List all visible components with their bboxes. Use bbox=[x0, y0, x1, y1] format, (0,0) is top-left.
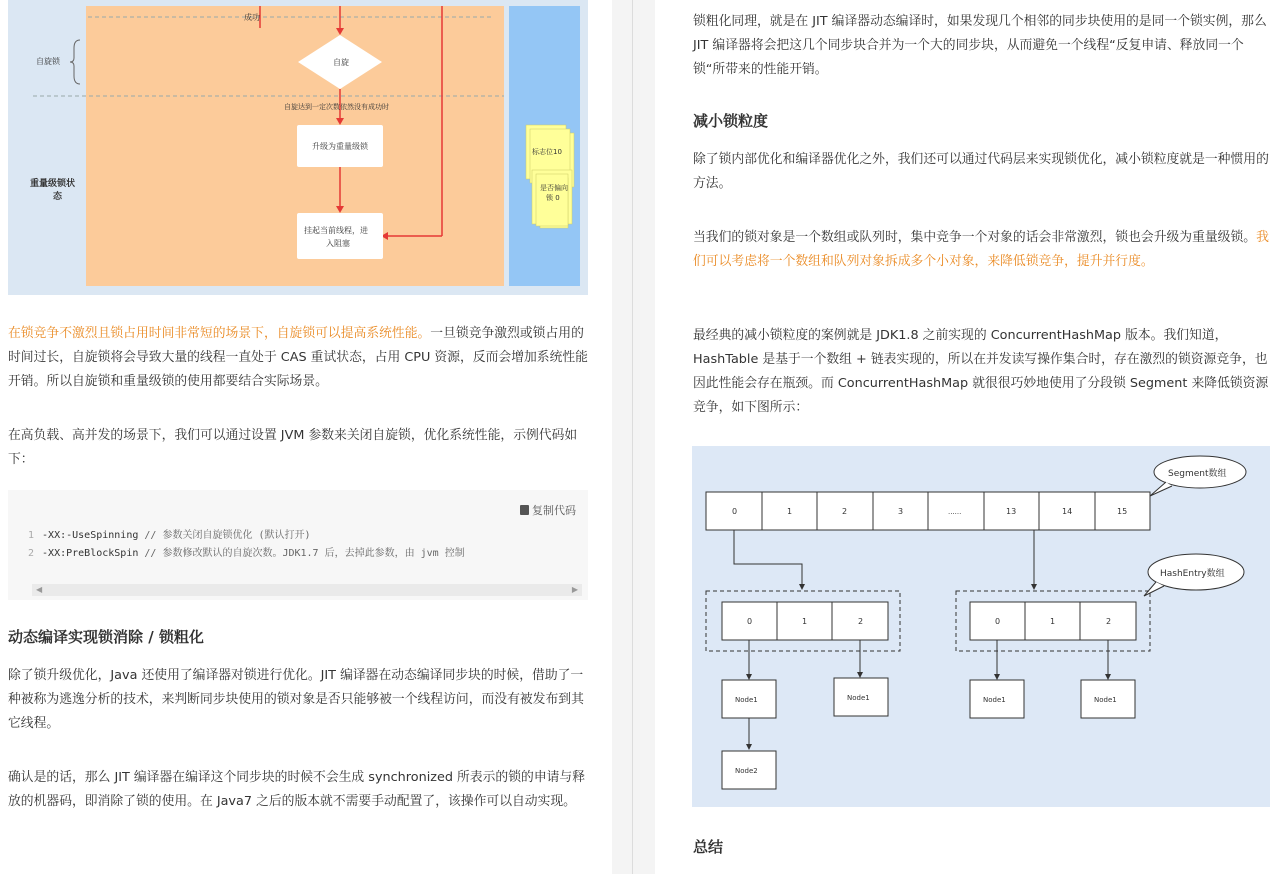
right-column bbox=[655, 0, 1277, 874]
segment-cell: 15 bbox=[1117, 507, 1128, 516]
copy-icon bbox=[520, 505, 529, 515]
entry-cell: 0 bbox=[995, 617, 1001, 626]
code-line: 2 -XX:PreBlockSpin // 参数修改默认的自旋次数。JDK1.7 后，去掉此参数，由 jvm 控制 bbox=[28, 548, 465, 559]
node-label: Node1 bbox=[847, 694, 870, 702]
code-line: 1 -XX:-UseSpinning // 参数关闭自旋锁优化 (默认打开) bbox=[28, 530, 311, 541]
entry-cell: 2 bbox=[1106, 617, 1112, 626]
copy-code-label: 复制代码 bbox=[532, 504, 576, 517]
paragraph-reduce-granularity: 除了锁内部优化和编译器优化之外，我们还可以通过代码层来实现锁优化，减小锁粒度就是一种惯用的方法。 bbox=[693, 152, 1269, 191]
segment-cell: 3 bbox=[898, 507, 904, 516]
label-spin-lock: 自旋锁 bbox=[36, 57, 60, 66]
text-spin-perf: 一旦锁竞争激烈或锁占用的时间过长，自旋锁将会导致大量的线程一直处于 CAS 重试状态，占用 CPU 资源，反而会增加系统性能开销。所以自旋锁和重量级锁的使用都要结合实际场景。 bbox=[8, 326, 588, 389]
node-label: Node1 bbox=[983, 696, 1006, 704]
suspend-box bbox=[297, 213, 383, 259]
segment-cell: 0 bbox=[732, 507, 738, 516]
highlight-split-objects: 我们可以考虑将一个数组和队列对象拆成多个小对象，来降低锁竞争，提升并行度。 bbox=[693, 230, 1269, 269]
hashentry-array-right bbox=[970, 602, 1136, 640]
entry-cell: 1 bbox=[802, 617, 808, 626]
entry-cell: 2 bbox=[858, 617, 864, 626]
scroll-left-icon[interactable]: ◀ bbox=[36, 585, 43, 594]
segment-cell: ...... bbox=[948, 508, 962, 516]
segment-cell: 2 bbox=[842, 507, 848, 516]
hashentry-callout-label: HashEntry数组 bbox=[1160, 569, 1225, 579]
node-label: Node1 bbox=[1094, 696, 1117, 704]
highlight-spin-perf: 在锁竞争不激烈且锁占用时间非常短的场景下，自旋锁可以提高系统性能。 bbox=[8, 326, 431, 341]
heading-reduce-granularity: 减小锁粒度 bbox=[693, 112, 769, 130]
scroll-right-icon[interactable]: ▶ bbox=[571, 585, 578, 594]
lock-upgrade-diagram bbox=[0, 0, 612, 300]
entry-cell: 0 bbox=[747, 617, 753, 626]
label-note-flag: 标志位10 bbox=[532, 148, 562, 156]
segment-array bbox=[706, 492, 1150, 530]
paragraph-jit-escape: 除了锁升级优化，Java 还使用了编译器对锁进行优化。JIT 编译器在动态编译同步块的时候，借助了一种被称为逃逸分析的技术，来判断同步块使用的锁对象是否只能够被一个线程访问，而没有被发布到其它线程。 bbox=[8, 668, 584, 731]
paragraph-split-objects: 当我们的锁对象是一个数组或队列时，集中竞争一个对象的话会非常激烈，锁也会升级为重量级锁。我们可以考虑将一个数组和队列对象拆成多个小对象，来降低锁竞争，提升并行度。 bbox=[693, 230, 1269, 269]
label-suspend-1: 挂起当前线程，进 bbox=[304, 226, 368, 235]
paragraph-concurrenthashmap: 最经典的减小锁粒度的案例就是 JDK1.8 之前实现的 ConcurrentHashMap 版本。我们知道，HashTable 是基于一个数组 + 链表实现的，所以在并发读写操作集合时，存在激烈的锁资源竞争，也因此性能会存在瓶颈。而 ConcurrentHashMap 就很很巧妙地使用了分段锁 Segment 来降低锁资源竞争，如下图所示： bbox=[693, 328, 1269, 415]
label-suspend-2: 入阻塞 bbox=[326, 239, 350, 248]
label-success: 成功 bbox=[244, 13, 260, 22]
label-spin-fail: 自旋达到一定次数依然没有成功时 bbox=[284, 103, 389, 111]
hashentry-array-left bbox=[722, 602, 888, 640]
node-label: Node1 bbox=[735, 696, 758, 704]
paragraph-lock-coarsening: 锁粗化同理，就是在 JIT 编译器动态编译时，如果发现几个相邻的同步块使用的是同一个锁实例，那么 JIT 编译器将会把这几个同步块合并为一个大的同步块，从而避免一个线程“反复申请、释放同一个锁“所带来的性能开销。 bbox=[693, 14, 1267, 77]
label-spin: 自旋 bbox=[333, 58, 349, 67]
label-heavy-state-1: 重量级锁状 bbox=[30, 179, 76, 189]
label-heavy-state-2: 态 bbox=[53, 192, 63, 202]
page-gutter bbox=[612, 0, 655, 874]
label-note-bias-1: 是否偏向 bbox=[540, 184, 568, 192]
paragraph-spin-perf bbox=[8, 322, 592, 394]
paragraph-jvm-param: 在高负载、高并发的场景下，我们可以通过设置 JVM 参数来关闭自旋锁，优化系统性能，示例代码如下： bbox=[8, 428, 578, 467]
code-scrollbar[interactable] bbox=[32, 584, 582, 596]
code-block bbox=[8, 490, 588, 600]
segment-diagram bbox=[692, 446, 1272, 816]
node-label: Node2 bbox=[735, 767, 758, 775]
left-column bbox=[0, 0, 612, 874]
label-upgrade: 升级为重量级锁 bbox=[312, 142, 368, 151]
segment-callout-label: Segment数组 bbox=[1168, 469, 1227, 479]
heading-lock-elimination: 动态编译实现锁消除 / 锁粗化 bbox=[8, 628, 204, 646]
copy-code-button[interactable] bbox=[520, 502, 576, 518]
segment-cell: 13 bbox=[1006, 507, 1017, 516]
label-note-bias-2: 锁 0 bbox=[546, 194, 560, 202]
entry-cell: 1 bbox=[1050, 617, 1056, 626]
paragraph-jit-eliminate: 确认是的话，那么 JIT 编译器在编译这个同步块的时候不会生成 synchronized 所表示的锁的申请与释放的机器码，即消除了锁的使用。在 Java7 之后的版本就不需要手动配置了，该操作可以自动实现。 bbox=[8, 770, 586, 809]
segment-cell: 14 bbox=[1062, 507, 1073, 516]
heading-summary: 总结 bbox=[693, 838, 724, 856]
segment-cell: 1 bbox=[787, 507, 793, 516]
